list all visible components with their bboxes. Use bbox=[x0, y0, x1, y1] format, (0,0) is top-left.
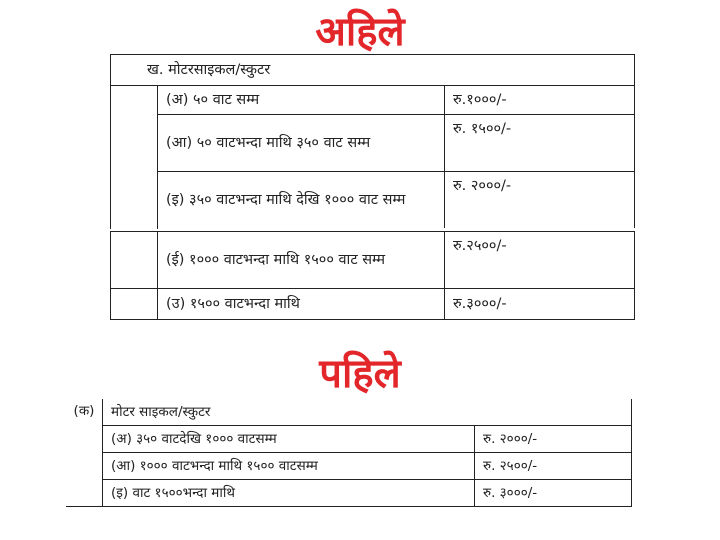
table-header: मोटर साइकल/स्कुटर bbox=[103, 399, 632, 426]
heading-before: पहिले bbox=[319, 351, 401, 397]
section-code: (क) bbox=[73, 403, 95, 419]
previous-rate-table bbox=[66, 399, 632, 515]
row-description: (इ) वाट १५००भन्दा माथि bbox=[103, 480, 475, 507]
current-rate-table-continued bbox=[110, 231, 635, 320]
row-description: (इ) ३५० वाटभन्दा माथि देखि १००० वाट सम्म bbox=[158, 172, 445, 229]
table-row bbox=[111, 289, 635, 320]
row-description: (अ) ३५० वाटदेखि १००० वाटसम्म bbox=[103, 426, 475, 453]
current-rate-table bbox=[110, 54, 635, 229]
heading-now: अहिले bbox=[315, 9, 405, 55]
row-rate: रु. २५००/- bbox=[475, 453, 632, 480]
table-row bbox=[111, 115, 635, 172]
row-rate: रु. २०००/- bbox=[475, 426, 632, 453]
table-row bbox=[66, 480, 632, 507]
row-rate: रु.२५००/- bbox=[445, 232, 635, 289]
row-rate: रु.१०००/- bbox=[445, 86, 635, 115]
row-description: (ई) १००० वाटभन्दा माथि १५०० वाट सम्म bbox=[158, 232, 445, 289]
row-rate: रु. २०००/- bbox=[445, 172, 635, 229]
table-header: ख. मोटरसाइकल/स्कुटर bbox=[111, 55, 635, 86]
table-row bbox=[66, 453, 632, 480]
row-description: (अ) ५० वाट सम्म bbox=[158, 86, 445, 115]
row-rate: रु. १५००/- bbox=[445, 115, 635, 172]
row-rate: रु. ३०००/- bbox=[475, 480, 632, 507]
table-row bbox=[111, 232, 635, 289]
table-row bbox=[111, 86, 635, 115]
row-description: (आ) १००० वाटभन्दा माथि १५०० वाटसम्म bbox=[103, 453, 475, 480]
table-row bbox=[111, 172, 635, 229]
row-description: (उ) १५०० वाटभन्दा माथि bbox=[158, 289, 445, 320]
row-rate: रु.३०००/- bbox=[445, 289, 635, 320]
row-description: (आ) ५० वाटभन्दा माथि ३५० वाट सम्म bbox=[158, 115, 445, 172]
table-row bbox=[66, 426, 632, 453]
